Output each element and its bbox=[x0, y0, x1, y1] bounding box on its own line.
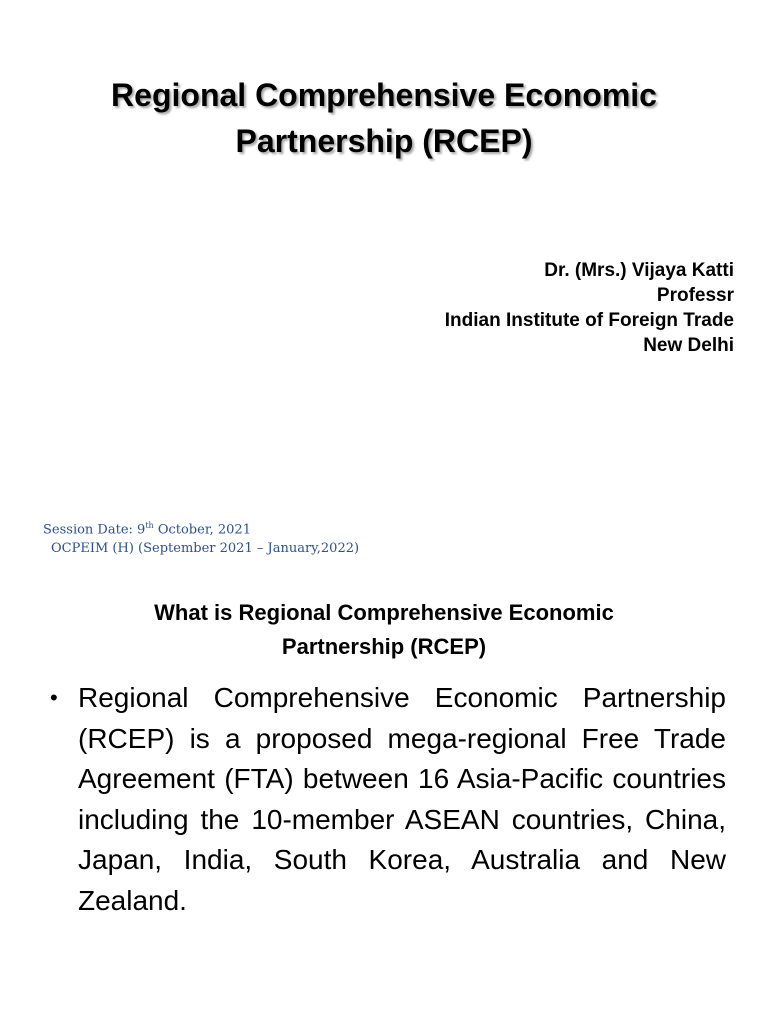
session-program: OCPEIM (H) (September 2021 – January,2022) bbox=[51, 541, 360, 557]
author-city: New Delhi bbox=[643, 335, 734, 356]
session-date-prefix: Session Date: 9 bbox=[43, 522, 146, 538]
author-name: Dr. (Mrs.) Vijaya Katti bbox=[544, 260, 734, 281]
session-date-suffix: October, 2021 bbox=[153, 522, 251, 538]
session-date-sup: th bbox=[145, 521, 154, 530]
presentation-title bbox=[40, 72, 728, 164]
bullet-item bbox=[50, 678, 726, 921]
author-institute: Indian Institute of Foreign Trade bbox=[444, 310, 734, 331]
bullet-text: Regional Comprehensive Economic Partnership (RCEP) is a proposed mega-regional Free Trade Agreement (FTA) between 16 Asia-Pacific countries including the 10-member ASEAN countries, China, Japan, India, South Korea, Australia and New Zealand. bbox=[78, 682, 726, 916]
title-line-1: Regional Comprehensive Economic bbox=[111, 77, 657, 113]
author-block bbox=[445, 258, 734, 358]
session-date bbox=[43, 516, 359, 539]
heading-line-1: What is Regional Comprehensive Economic bbox=[154, 600, 614, 625]
bullet-dot-icon: • bbox=[50, 685, 58, 710]
author-designation: Professr bbox=[656, 285, 734, 306]
slide-heading bbox=[60, 596, 708, 664]
session-info bbox=[43, 516, 359, 558]
heading-line-2: Partnership (RCEP) bbox=[281, 634, 487, 659]
title-line-2: Partnership (RCEP) bbox=[235, 123, 533, 159]
